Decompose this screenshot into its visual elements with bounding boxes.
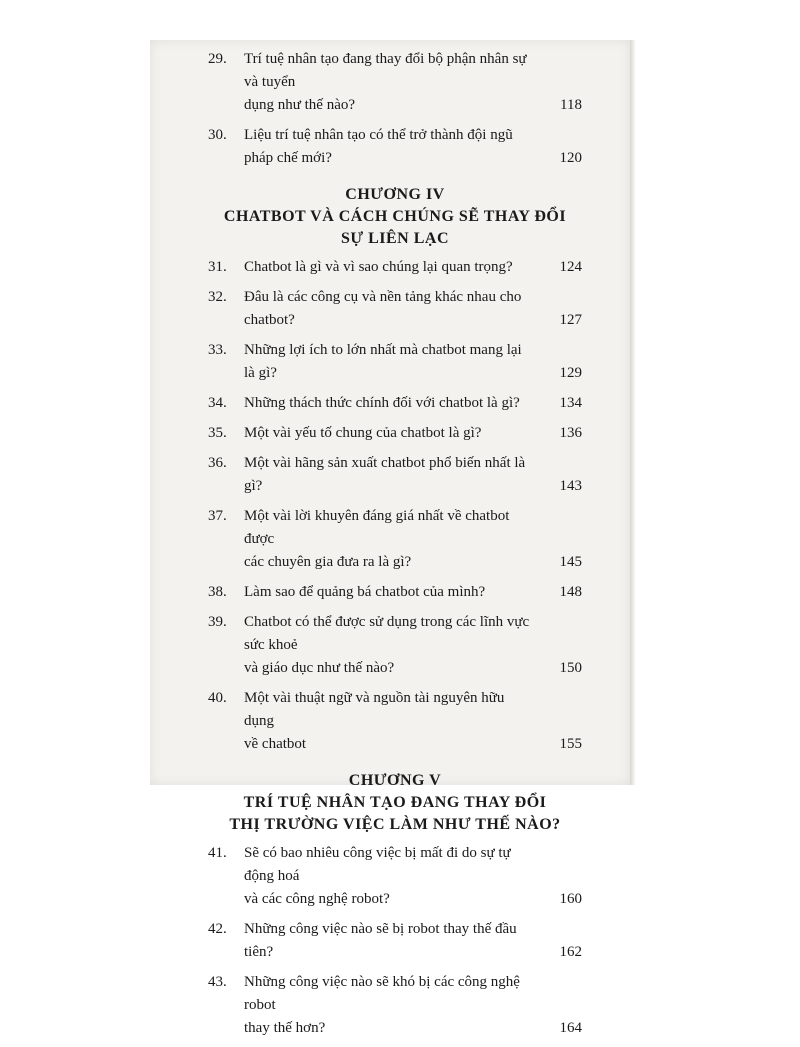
entry-title — [244, 581, 536, 604]
entry-title-line: về chatbot — [244, 736, 307, 752]
chapter-heading-5 — [208, 770, 582, 836]
entry-title — [244, 48, 536, 117]
entry-page-number: 150 — [559, 660, 582, 676]
chapter-title-line: THỊ TRƯỜNG VIỆC LÀM NHƯ THẾ NÀO? — [229, 816, 561, 833]
entry-title — [244, 392, 536, 415]
toc-entry — [208, 339, 582, 385]
chapter-label: CHƯƠNG IV — [345, 186, 445, 203]
entry-number: 39. — [208, 614, 227, 630]
entry-number: 36. — [208, 455, 227, 471]
entry-title-line: Liệu trí tuệ nhân tạo có thể trở thành đội ngũ — [244, 127, 513, 143]
toc-entry — [208, 422, 582, 445]
entry-title — [244, 286, 536, 332]
entry-title-line: Những lợi ích to lớn nhất mà chatbot mang lại là gì? — [244, 342, 522, 381]
toc-entry — [208, 971, 582, 1040]
entry-number: 41. — [208, 845, 227, 861]
chapter-heading-4 — [208, 184, 582, 250]
entry-number: 35. — [208, 425, 227, 441]
entry-title — [244, 842, 536, 911]
entry-page-number: 164 — [559, 1020, 582, 1036]
entry-title — [244, 256, 536, 279]
entry-number: 38. — [208, 584, 227, 600]
entry-title — [244, 687, 536, 756]
toc-entry — [208, 124, 582, 170]
entry-number: 37. — [208, 508, 227, 524]
entry-title-line: Sẽ có bao nhiêu công việc bị mất đi do sự tự động hoá — [244, 845, 511, 884]
entry-page-number: 136 — [559, 425, 582, 441]
entry-number: 40. — [208, 690, 227, 706]
entry-page-number: 145 — [559, 554, 582, 570]
entry-page-number: 160 — [559, 891, 582, 907]
entry-title-line: thay thế hơn? — [244, 1020, 326, 1036]
entry-number: 32. — [208, 289, 227, 305]
entry-title-line: Những công việc nào sẽ khó bị các công nghệ robot — [244, 974, 520, 1013]
toc-group-chapter-4 — [208, 256, 582, 756]
entry-page-number: 127 — [559, 312, 582, 328]
entry-number: 30. — [208, 127, 227, 143]
entry-title-line: và các công nghệ robot? — [244, 891, 390, 907]
toc-entry — [208, 611, 582, 680]
entry-number: 29. — [208, 51, 227, 67]
entry-number: 34. — [208, 395, 227, 411]
toc-entry — [208, 286, 582, 332]
entry-title-line: Chatbot có thể được sử dụng trong các lĩnh vực sức khoẻ — [244, 614, 530, 653]
page-edge — [630, 40, 636, 785]
toc-entry — [208, 687, 582, 756]
entry-title-line: các chuyên gia đưa ra là gì? — [244, 554, 412, 570]
entry-title — [244, 918, 536, 964]
entry-page-number: 155 — [559, 736, 582, 752]
toc-entry — [208, 505, 582, 574]
entry-title — [244, 971, 536, 1040]
entry-title-line: dụng như thế nào? — [244, 97, 356, 113]
toc-entry — [208, 581, 582, 604]
entry-page-number: 129 — [559, 365, 582, 381]
toc-group-top — [208, 48, 582, 170]
toc-entry — [208, 256, 582, 279]
entry-title-line: Đâu là các công cụ và nền tảng khác nhau cho chatbot? — [244, 289, 522, 328]
entry-title — [244, 611, 536, 680]
entry-page-number: 134 — [559, 395, 582, 411]
entry-number: 43. — [208, 974, 227, 990]
entry-title-line: Một vài yếu tố chung của chatbot là gì? — [244, 425, 482, 441]
chapter-title-line: CHATBOT VÀ CÁCH CHÚNG SẼ THAY ĐỔI — [223, 208, 567, 225]
entry-title — [244, 422, 536, 445]
entry-number: 31. — [208, 259, 227, 275]
entry-title-line: Những thách thức chính đối với chatbot là gì? — [244, 395, 520, 411]
toc-entry — [208, 392, 582, 415]
entry-title-line: Những công việc nào sẽ bị robot thay thế đầu tiên? — [244, 921, 517, 960]
table-of-contents — [208, 48, 582, 1047]
entry-title — [244, 124, 536, 170]
entry-page-number: 162 — [559, 944, 582, 960]
entry-title — [244, 452, 536, 498]
entry-number: 33. — [208, 342, 227, 358]
entry-page-number: 118 — [560, 97, 582, 113]
entry-page-number: 143 — [559, 478, 582, 494]
entry-title-line: Một vài lời khuyên đáng giá nhất về chatbot được — [244, 508, 510, 547]
entry-title — [244, 339, 536, 385]
entry-page-number: 120 — [559, 150, 582, 166]
entry-number: 42. — [208, 921, 227, 937]
entry-page-number: 124 — [559, 259, 582, 275]
entry-title-line: và giáo dục như thế nào? — [244, 660, 395, 676]
toc-entry — [208, 842, 582, 911]
entry-title-line: Một vài hãng sản xuất chatbot phổ biến nhất là gì? — [244, 455, 526, 494]
chapter-title-line: SỰ LIÊN LẠC — [340, 230, 450, 247]
toc-entry — [208, 452, 582, 498]
toc-entry — [208, 918, 582, 964]
chapter-label: CHƯƠNG V — [348, 772, 442, 789]
toc-group-chapter-5 — [208, 842, 582, 1040]
entry-title-line: Chatbot là gì và vì sao chúng lại quan trọng? — [244, 259, 513, 275]
entry-title-line: Trí tuệ nhân tạo đang thay đổi bộ phận nhân sự và tuyển — [244, 51, 527, 90]
entry-title — [244, 505, 536, 574]
entry-title-line: pháp chế mới? — [244, 150, 332, 166]
toc-entry — [208, 48, 582, 117]
entry-title-line: Làm sao để quảng bá chatbot của mình? — [244, 584, 486, 600]
chapter-title-line: TRÍ TUỆ NHÂN TẠO ĐANG THAY ĐỔI — [243, 794, 547, 811]
entry-page-number: 148 — [559, 584, 582, 600]
entry-title-line: Một vài thuật ngữ và nguồn tài nguyên hữu dụng — [244, 690, 505, 729]
